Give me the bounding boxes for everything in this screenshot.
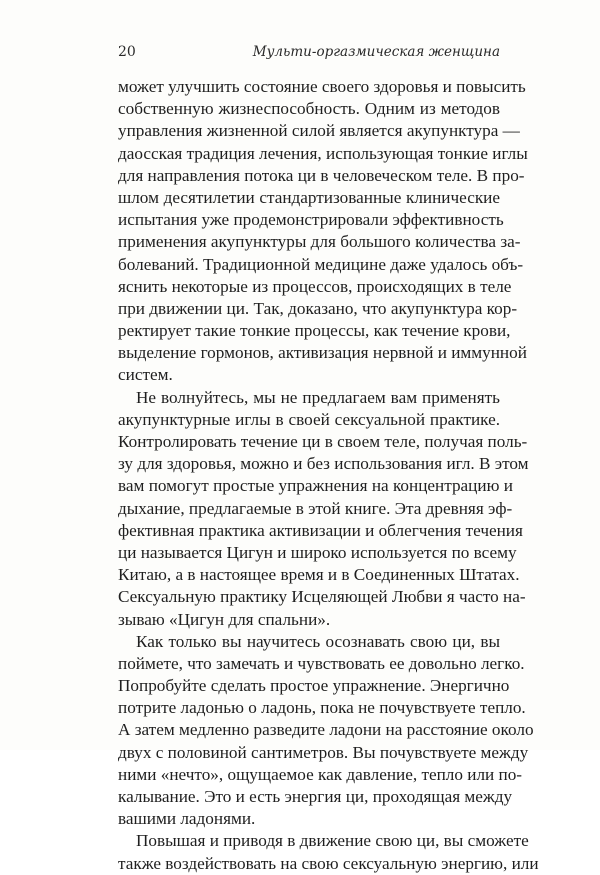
- text-line: Сексуальную практику Исцеляющей Любви я часто на-: [118, 587, 526, 607]
- text-line: Не волнуйтесь, мы не предлагаем вам применять: [136, 387, 500, 407]
- paragraph-1: [118, 76, 528, 387]
- text-line: потрите ладонью о ладонь, пока не почувствуете тепло.: [118, 698, 526, 718]
- text-line: Китаю, а в настоящее время и в Соединенных Штатах.: [118, 565, 520, 585]
- text-line: двух с половиной сантиметров. Вы почувствуете между: [118, 742, 529, 762]
- text-line: яснить некоторые из процессов, происходящих в теле: [118, 276, 512, 296]
- text-line: фективная практика активизации и облегчения течения: [118, 520, 523, 540]
- paragraph-4: [118, 830, 539, 874]
- text-line: ци называется Цигун и широко используется по всему: [118, 542, 517, 562]
- text-line: также воздействовать на свою сексуальную энергию, или: [118, 853, 539, 873]
- text-line: дыхание, предлагаемые в этой книге. Эта древняя эф-: [118, 498, 513, 518]
- text-line: для направления потока ци в человеческом теле. В про-: [118, 165, 525, 185]
- text-line: зываю «Цигун для спальни».: [118, 609, 331, 629]
- text-line: калывание. Это и есть энергия ци, проходящая между: [118, 787, 513, 806]
- text-line: систем.: [118, 365, 173, 385]
- text-line: Попробуйте сделать простое упражнение. Энергично: [118, 676, 510, 696]
- text-line: акупунктурные иглы в своей сексуальной практике.: [118, 409, 500, 429]
- text-line: Как только вы научитесь осознавать свою ци, вы: [136, 631, 500, 651]
- text-line: ними «нечто», ощущаемое как давление, тепло или по-: [118, 764, 523, 784]
- page-header: [118, 44, 500, 66]
- text-line: может улучшить состояние своего здоровья и повысить: [118, 77, 526, 96]
- paragraph-3: [118, 631, 534, 831]
- text-line: применения акупунктуры для большого количества за-: [118, 232, 521, 252]
- text-line: поймете, что замечать и чувствовать ее довольно легко.: [118, 653, 525, 673]
- text-line: испытания уже продемонстрировали эффективность: [118, 210, 504, 230]
- text-line: при движении ци. Так, доказано, что акупунктура кор-: [118, 298, 518, 318]
- text-line: управления жизненной силой является акупунктура —: [118, 121, 520, 141]
- text-line: Контролировать течение ци в своем теле, получая поль-: [118, 432, 528, 451]
- text-line: Повышая и приводя в движение свою ци, вы сможете: [136, 831, 529, 851]
- text-line: А затем медленно разведите ладони на расстояние около: [118, 720, 534, 740]
- text-line: ректирует такие тонкие процессы, как течение крови,: [118, 321, 511, 341]
- running-title: Мульти-оргазмическая женщина: [252, 44, 500, 60]
- text-line: вам помогут простые упражнения на концентрацию и: [118, 476, 513, 496]
- text-line: зу для здоровья, можно и без использования игл. В этом: [118, 454, 529, 474]
- paragraph-2: [118, 387, 529, 631]
- text-line: выделение гормонов, активизация нервной и иммунной: [118, 343, 527, 363]
- text-line: болеваний. Традиционной медицине даже удалось объ-: [118, 254, 524, 274]
- text-line: даосская традиция лечения, использующая тонкие иглы: [118, 143, 528, 163]
- body-text: [118, 76, 539, 875]
- text-line: собственную жизнеспособность. Одним из методов: [118, 99, 500, 119]
- page-number: 20: [118, 44, 136, 60]
- text-line: вашими ладонями.: [118, 809, 256, 829]
- text-line: шлом десятилетии стандартизованные клинические: [118, 187, 500, 207]
